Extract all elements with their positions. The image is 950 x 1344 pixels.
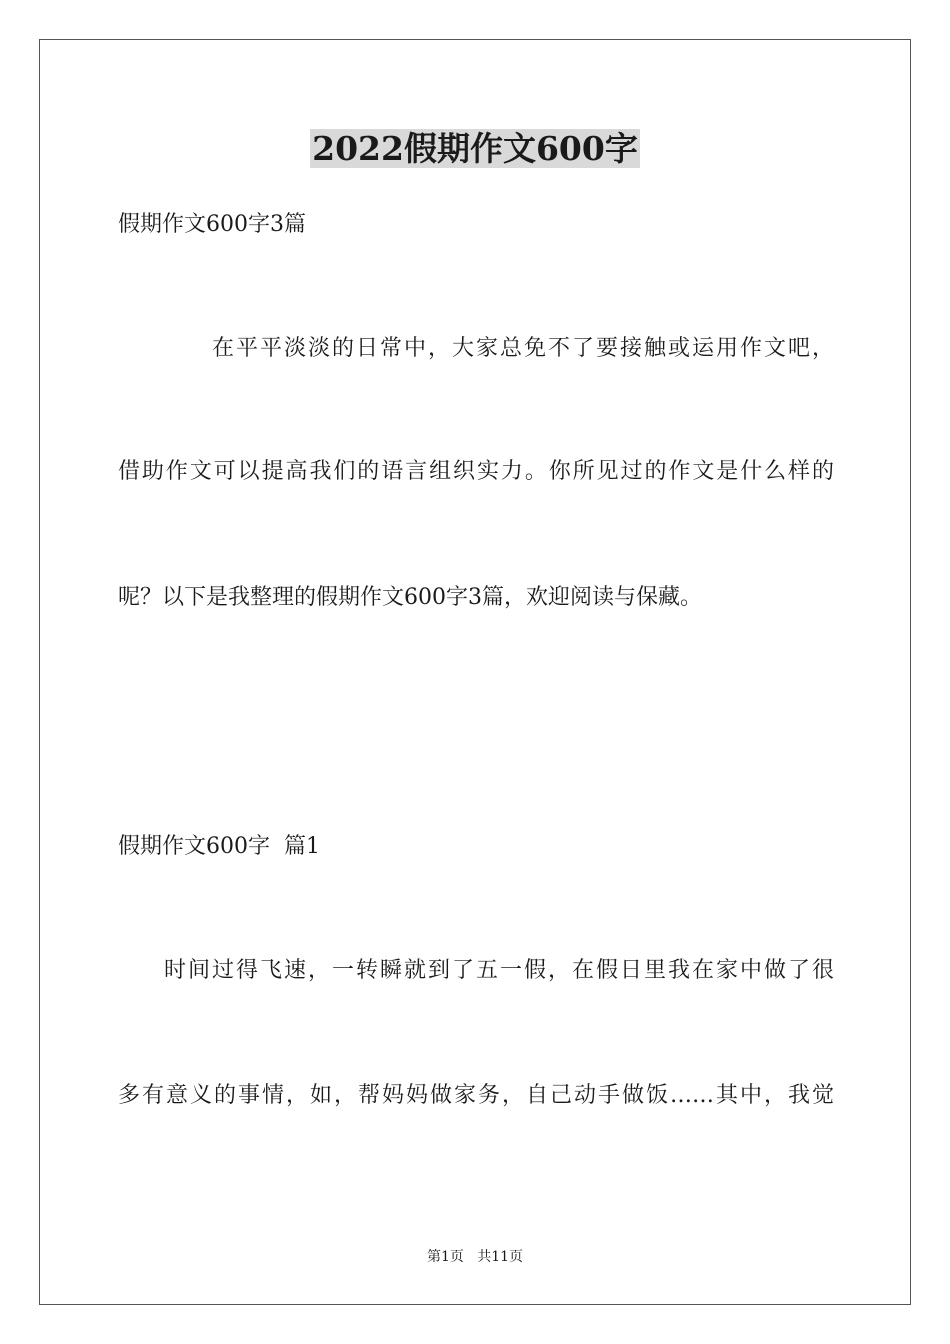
- section1-heading: 假期作文600字 篇1: [118, 834, 320, 859]
- page-footer: 第1页 共11页: [426, 1249, 524, 1265]
- document-title-text: 2022假期作文600字: [312, 129, 638, 168]
- intro-line-1: 在平平淡淡的日常中，大家总免不了要接触或运用作文吧，: [212, 336, 834, 361]
- section1-line-2: 多有意义的事情，如，帮妈妈做家务，自己动手做饭……其中，我觉: [118, 1083, 834, 1108]
- section1-line-1: 时间过得飞速，一转瞬就到了五一假，在假日里我在家中做了很: [164, 958, 834, 983]
- intro-line-2: 借助作文可以提高我们的语言组织实力。你所见过的作文是什么样的: [118, 459, 834, 484]
- document-title: [0, 127, 950, 171]
- document-subtitle: 假期作文600字3篇: [118, 212, 306, 237]
- intro-line-3: 呢？以下是我整理的假期作文600字3篇，欢迎阅读与保藏。: [118, 585, 702, 610]
